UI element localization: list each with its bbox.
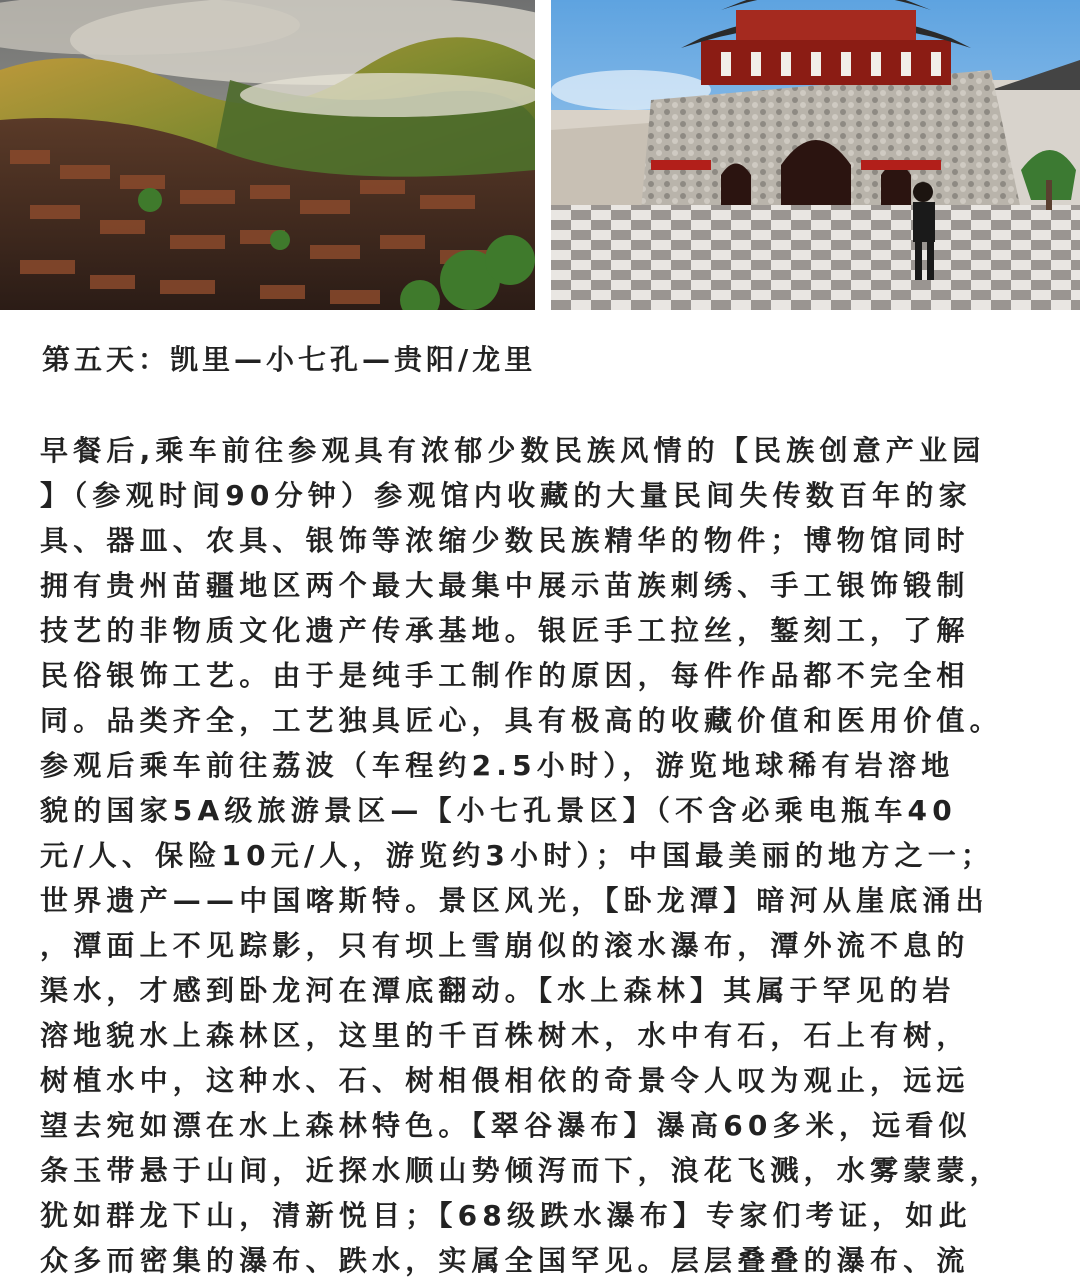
text-line: 民俗银饰工艺。由于是纯手工制作的原因，每件作品都不完全相 — [40, 659, 970, 692]
text-line: 溶地貌水上森林区，这里的千百株树木，水中有石，石上有树， — [40, 1019, 970, 1052]
text-line: 早餐后,乘车前往参观具有浓郁少数民族风情的【民族创意产业园 — [40, 434, 986, 467]
itinerary-text — [40, 428, 1050, 1283]
text-line: 同。品类齐全，工艺独具匠心，具有极高的收藏价值和医用价值。 — [40, 704, 1003, 737]
text-line: 元/人、保险10元/人，游览约3小时）；中国最美丽的地方之一； — [40, 839, 995, 872]
text-line: 世界遗产——中国喀斯特。景区风光，【卧龙潭】暗河从崖底涌出 — [40, 884, 989, 917]
day-title: 第五天：凯里—小七孔—贵阳/龙里 — [42, 343, 537, 376]
text-line: 】（参观时间90分钟）参观馆内收藏的大量民间失传数百年的家 — [40, 479, 972, 512]
text-line: 拥有贵州苗疆地区两个最大最集中展示苗族刺绣、手工银饰锻制 — [40, 569, 970, 602]
text-line: 树植水中，这种水、石、树相偎相依的奇景令人叹为观止，远远 — [40, 1064, 970, 1097]
photo-strip — [0, 0, 1080, 310]
text-line: 技艺的非物质文化遗产传承基地。银匠手工拉丝，錾刻工，了解 — [40, 614, 970, 647]
text-line: 犹如群龙下山，清新悦目；【68级跌水瀑布】专家们考证，如此 — [40, 1199, 972, 1232]
text-line: 参观后乘车前往荔波（车程约2.5小时），游览地球稀有岩溶地 — [40, 749, 955, 782]
miao-village-image — [0, 0, 535, 310]
text-line: 具、器皿、农具、银饰等浓缩少数民族精华的物件；博物馆同时 — [40, 524, 970, 557]
text-line: 渠水，才感到卧龙河在潭底翻动。【水上森林】其属于罕见的岩 — [40, 974, 956, 1007]
city-gate-photo — [551, 0, 1080, 310]
miao-village-photo — [0, 0, 535, 310]
text-line: 貌的国家5A级旅游景区—【小七孔景区】（不含必乘电瓶车40 — [40, 794, 957, 827]
text-line: 望去宛如漂在水上森林特色。【翠谷瀑布】瀑高60多米，远看似 — [40, 1109, 972, 1142]
city-gate-image — [551, 0, 1080, 310]
text-line: 条玉带悬于山间，近探水顺山势倾泻而下，浪花飞溅，水雾蒙蒙， — [40, 1154, 1003, 1187]
text-line: ，潭面上不见踪影，只有坝上雪崩似的滚水瀑布，潭外流不息的 — [40, 929, 970, 962]
text-line: 众多而密集的瀑布、跌水，实属全国罕见。层层叠叠的瀑布、流 — [40, 1244, 970, 1277]
